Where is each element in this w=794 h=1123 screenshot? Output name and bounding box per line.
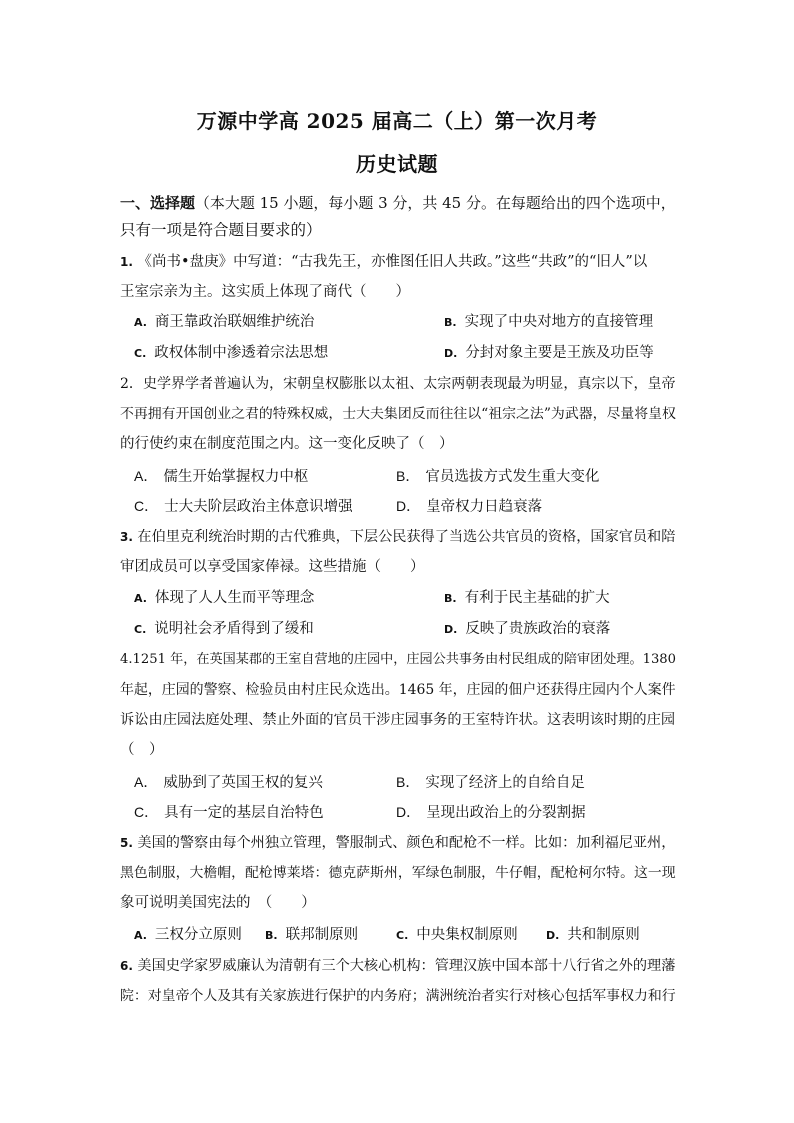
exam-title: 万源中学高 2025 届高二（上）第一次月考: [196, 109, 598, 133]
q4-option-c: [134, 802, 324, 823]
q2-option-a-letter: A．: [134, 468, 158, 484]
q4-option-d-letter: D．: [396, 804, 421, 820]
q3-option-a-letter: A.: [134, 592, 147, 605]
q1-option-c-text: 政权体制中渗透着宗法思想: [154, 345, 329, 361]
q3-option-a: [134, 588, 314, 609]
section-heading-line1: [120, 193, 676, 213]
question-6-line-1: [120, 956, 675, 976]
question-2-line-3: 的行使约束在制度范围之内。这一变化反映了（ ）: [120, 436, 454, 452]
question-5-text-1: 美国的警察由每个州独立管理，警服制式、颜色和配枪不一样。比如：加利福尼亚州，: [137, 835, 676, 851]
q3-option-b: [444, 588, 610, 609]
q3-option-d-letter: D.: [444, 623, 458, 636]
question-2-line-1: [120, 374, 676, 394]
q3-option-c: [134, 619, 314, 640]
q2-option-a-text: 儒生开始掌握权力中枢: [163, 469, 309, 485]
q5-option-b-letter: B.: [265, 929, 278, 942]
q1-option-d: [444, 343, 654, 364]
section-intro-2: 只有一项是符合题目要求的）: [120, 221, 322, 239]
question-1-number: 1.: [120, 255, 133, 269]
q2-option-c: [134, 496, 353, 517]
question-2-line-2: 不再拥有开国创业之君的特殊权威，士大夫集团反而往往以“祖宗之法”为武器，尽量将皇权: [120, 406, 676, 422]
q2-option-d: [396, 496, 542, 517]
question-5-number: 5.: [120, 836, 133, 850]
exam-subtitle: 历史试题: [356, 152, 438, 176]
section-heading: 一、选择题: [120, 194, 195, 212]
q2-option-a: [134, 466, 308, 487]
question-4-line-1: [120, 650, 676, 670]
q2-option-b-letter: B．: [396, 468, 420, 484]
q2-option-d-text: 皇帝权力日趋衰落: [426, 499, 543, 515]
q4-option-d-text: 呈现出政治上的分裂割据: [426, 805, 586, 821]
question-3-number: 3.: [120, 530, 133, 544]
q2-option-c-text: 士大夫阶层政治主体意识增强: [164, 499, 353, 515]
q5-option-c-letter: C.: [396, 929, 409, 942]
q4-option-c-letter: C．: [134, 804, 159, 820]
q1-option-a-text: 商王靠政治联姻维护统治: [154, 314, 315, 330]
q4-option-a-text: 威胁到了英国王权的复兴: [163, 775, 323, 791]
question-4-line-4: （ ）: [120, 742, 164, 758]
q1-option-b: [444, 312, 653, 333]
q5-option-c: [396, 925, 518, 946]
q3-option-d-text: 反映了贵族政治的衰落: [465, 621, 611, 637]
question-3-text-1: 在伯里克利统治时期的古代雅典，下层公民获得了当选公共官员的资格，国家官员和陪: [137, 529, 676, 545]
question-5-line-3: 象可说明美国宪法的 （ ）: [120, 895, 316, 911]
question-4-text-1: 1251 年，在英国某郡的王室自营地的庄园中，庄园公共事务由村民组成的陪审团处理。1380: [132, 652, 677, 667]
question-4-number: 4.: [120, 652, 133, 667]
question-2-number: 2．: [120, 376, 143, 392]
q5-option-c-text: 中央集权制原则: [416, 927, 518, 943]
q3-option-b-text: 有利于民主基础的扩大: [464, 590, 610, 606]
question-4-line-3: 诉讼由庄园法庭处理、禁止外面的官员干涉庄园事务的王室特许状。这表明该时期的庄园: [120, 712, 676, 728]
q4-option-a: [134, 772, 323, 793]
q4-option-c-text: 具有一定的基层自治特色: [164, 805, 324, 821]
q2-option-d-letter: D．: [396, 498, 421, 514]
q5-option-d-text: 共和制原则: [567, 927, 640, 943]
q4-option-b: [396, 772, 585, 793]
q2-option-c-letter: C．: [134, 498, 159, 514]
q1-option-c: [134, 343, 328, 364]
question-1-line-1: [120, 252, 647, 272]
q5-option-d-letter: D.: [546, 929, 560, 942]
question-2-text-1: 史学界学者普遍认为，宋朝皇权膨胀以太祖、太宗两朝表现最为明显，真宗以下，皇帝: [142, 376, 676, 392]
q4-option-a-letter: A．: [134, 774, 158, 790]
q5-option-d: [546, 925, 640, 946]
q3-option-b-letter: B.: [444, 592, 457, 605]
q2-option-b-text: 官员选拔方式发生重大变化: [425, 469, 600, 485]
q4-option-d: [396, 802, 586, 823]
question-5-line-2: 黑色制服，大檐帽，配枪博莱塔：德克萨斯州，军绿色制服，牛仔帽，配枪柯尔特。这一现: [120, 865, 676, 881]
q2-option-b: [396, 466, 599, 487]
q4-option-b-text: 实现了经济上的自给自足: [425, 775, 585, 791]
q1-option-c-letter: C.: [134, 347, 147, 360]
question-6-line-2: 院：对皇帝个人及其有关家族进行保护的内务府；满洲统治者实行对核心包括军事权力和行: [120, 988, 676, 1004]
q1-option-b-letter: B.: [444, 316, 457, 329]
question-1-text-1: 《尚书•盘庚》中写道：“古我先王，亦惟图任旧人共政。”这些“共政”的“旧人”以: [137, 254, 648, 270]
q1-option-d-letter: D.: [444, 347, 458, 360]
q3-option-d: [444, 619, 610, 640]
question-6-number: 6.: [120, 959, 133, 973]
section-intro-1: （本大题 15 小题，每小题 3 分，共 45 分。在每题给出的四个选项中，: [194, 194, 676, 212]
question-4-line-2: 年起，庄园的警察、检验员由村庄民众选出。1465 年，庄园的佃户还获得庄园内个人案件: [120, 682, 676, 698]
q5-option-b: [265, 925, 358, 946]
question-6-text-1: 美国史学家罗威廉认为清朝有三个大核心机构：管理汉族中国本部十八行省之外的理藩: [137, 958, 676, 974]
q1-option-a: [134, 312, 314, 333]
question-3-line-1: [120, 527, 675, 547]
q5-option-a-text: 三权分立原则: [154, 927, 242, 943]
q3-option-c-text: 说明社会矛盾得到了缓和: [154, 621, 314, 637]
q3-option-a-text: 体现了人人生而平等理念: [154, 590, 315, 606]
q1-option-a-letter: A.: [134, 316, 147, 329]
q3-option-c-letter: C.: [134, 623, 147, 636]
question-5-line-1: [120, 833, 675, 853]
q1-option-d-text: 分封对象主要是王族及功臣等: [465, 345, 654, 361]
question-1-line-2: 王室宗亲为主。这实质上体现了商代（ ）: [120, 284, 410, 300]
q5-option-b-text: 联邦制原则: [285, 927, 359, 943]
q5-option-a: [134, 925, 242, 946]
question-3-line-2: 审团成员可以享受国家俸禄。这些措施（ ）: [120, 559, 425, 575]
q5-option-a-letter: A.: [134, 929, 147, 942]
q4-option-b-letter: B．: [396, 774, 420, 790]
q1-option-b-text: 实现了中央对地方的直接管理: [464, 314, 654, 330]
